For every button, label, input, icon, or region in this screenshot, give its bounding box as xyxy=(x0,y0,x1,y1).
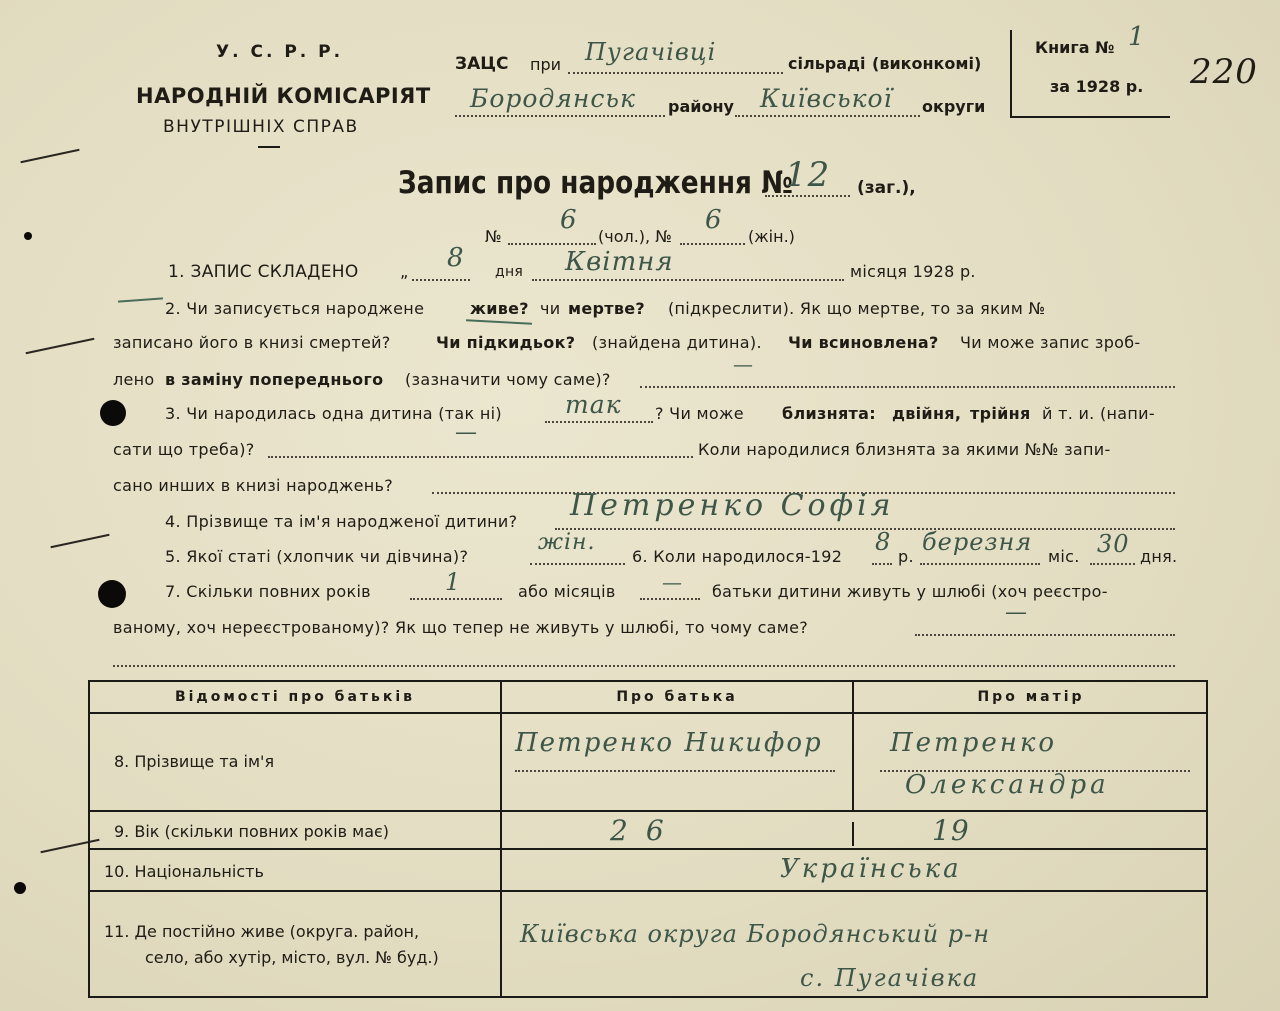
record-suffix: (заг.), xyxy=(857,178,916,198)
paper-tear xyxy=(50,534,109,548)
header-rule xyxy=(258,146,280,148)
village-council-label: сільраді xyxy=(788,54,866,73)
single-child-handwritten: так xyxy=(565,390,622,419)
residence-handwritten-line1: Київська округа Бородянський р-н xyxy=(520,920,991,948)
okruha-label: округи xyxy=(922,97,986,116)
child-name-handwritten: Петренко Софія xyxy=(570,488,895,523)
row-9-label: 9. Вік (скільки повних років має) xyxy=(114,822,390,841)
father-age-handwritten: 26 xyxy=(610,814,682,847)
row-11-label-line1: 11. Де постійно живе (округа. район, xyxy=(104,922,420,941)
father-name-handwritten: Петренко Никифор xyxy=(515,728,823,758)
mother-surname-handwritten: Петренко xyxy=(890,728,1058,758)
page-title: Запис про народження № xyxy=(398,165,793,201)
record-month-handwritten: Квітня xyxy=(565,247,674,277)
birth-month-handwritten: березня xyxy=(922,528,1033,556)
record-number-handwritten: 12 xyxy=(785,155,831,195)
page-number-handwritten: 220 xyxy=(1190,52,1258,92)
male-label: (чол.), № xyxy=(598,227,672,246)
row-10-label: 10. Національність xyxy=(104,862,264,881)
row-11-label-line2: село, або хутір, місто, вул. № буд.) xyxy=(145,948,439,967)
male-no-sign: № xyxy=(485,227,502,246)
book-number-handwritten: 1 xyxy=(1128,22,1146,52)
book-label: Книга № xyxy=(1035,38,1115,57)
year-label: за 1928 р. xyxy=(1050,77,1144,96)
female-label: (жін.) xyxy=(748,227,795,246)
department-label: ВНУТРІШНІХ СПРАВ xyxy=(163,117,359,137)
district-label: району xyxy=(668,97,734,116)
mother-firstname-handwritten: Олександра xyxy=(905,770,1110,800)
header-parents-info: Відомості про батьків xyxy=(174,689,416,705)
zags-prefix: ЗАЦС xyxy=(455,54,509,74)
birth-day-handwritten: 30 xyxy=(1097,530,1130,558)
marriage-years-handwritten: 1 xyxy=(445,568,462,596)
residence-handwritten-line2: с. Пугачівка xyxy=(800,964,980,992)
paper-tear xyxy=(26,338,95,355)
birth-year-handwritten: 8 xyxy=(875,528,892,556)
commissariat-label: НАРОДНІЙ КОМІСАРІЯТ xyxy=(136,84,431,108)
header-father: Про батька xyxy=(616,689,738,705)
village-handwritten: Пугачівці xyxy=(585,38,717,66)
zags-at: при xyxy=(530,55,562,74)
exec-label: (виконкомі) xyxy=(872,54,982,73)
mother-age-handwritten: 19 xyxy=(932,814,970,847)
binding-hole xyxy=(14,882,26,894)
paper-tear xyxy=(20,149,79,163)
dead-option: мертве? xyxy=(568,299,646,318)
binding-hole xyxy=(98,580,126,608)
binding-hole xyxy=(100,400,126,426)
nationality-handwritten: Українська xyxy=(780,854,962,884)
female-number-handwritten: 6 xyxy=(705,205,723,235)
okruha-handwritten: Київської xyxy=(760,84,893,113)
row-8-label: 8. Прізвище та ім'я xyxy=(114,752,275,771)
republic-label: У. С. Р. Р. xyxy=(216,42,344,62)
parents-table xyxy=(88,680,1208,998)
male-number-handwritten: 6 xyxy=(560,205,578,235)
binding-hole xyxy=(24,232,32,240)
alive-option: живе? xyxy=(470,299,529,318)
child-sex-handwritten: жін. xyxy=(538,530,596,555)
birth-record-form: У. С. Р. Р. НАРОДНІЙ КОМІСАРІЯТ ВНУТРІШНІХ СПРАВ ЗАЦС при Пугачівці сільраді (виконкомі) Бородянськ району Київської округи Книга № 1 за 1928 р. 220 Запис про народження № 12 (заг.), № 6 (чол.), № 6 (жін.) 1. ЗАПИС СКЛАДЕНО „ 8 дня Квітня місяця 1928 р. 2. Чи записується народжене живе? чи мертве? (підкреслити). Як що мертве, то за яким № записано його в книзі смертей? Чи підкидьок? (знайдена дитина). Чи всиновлена? Чи може запис зроб- лено в заміну попереднього (зазначити чому саме)? — 3. Чи народилась одна дитина (так ні) так ? Чи може близнята: двійня, трійня й т. и. (напи- сати що треба)? — Коли народилися близнята за якими №№ запи- сано инших в книзі народжень? 4. Прізвище та ім'я народженої дитини? Петренко Софія 5. Якої статі (хлопчик чи дівчина)? жін. 6. Коли народилося-192 8 р. березня міс. 30 дня. 7. Скільки повних років 1 або місяців — батьки дитини живуть у шлюбі (хоч реєстро- ваному, хоч нереєстрованому)? Як що тепер не живуть у шлюбі, то чому саме? — Відомості про батьків Про батька Про матір 8. Прізвище та ім'я Петренко Никифор Петренко Олександра 9. Вік (скільки повних років має) 26 19 10. Національність Українська 11. Де постійно живе (округа. район, село, або хутір, місто, вул. № буд.) Київська округа Бородянський р-н с. Пугачівка xyxy=(0,0,1280,1011)
district-handwritten: Бородянськ xyxy=(470,84,636,113)
item-1-label: 1. ЗАПИС СКЛАДЕНО xyxy=(168,262,359,282)
record-day-handwritten: 8 xyxy=(447,243,465,273)
header-mother: Про матір xyxy=(977,689,1085,705)
alive-underline xyxy=(466,319,532,324)
